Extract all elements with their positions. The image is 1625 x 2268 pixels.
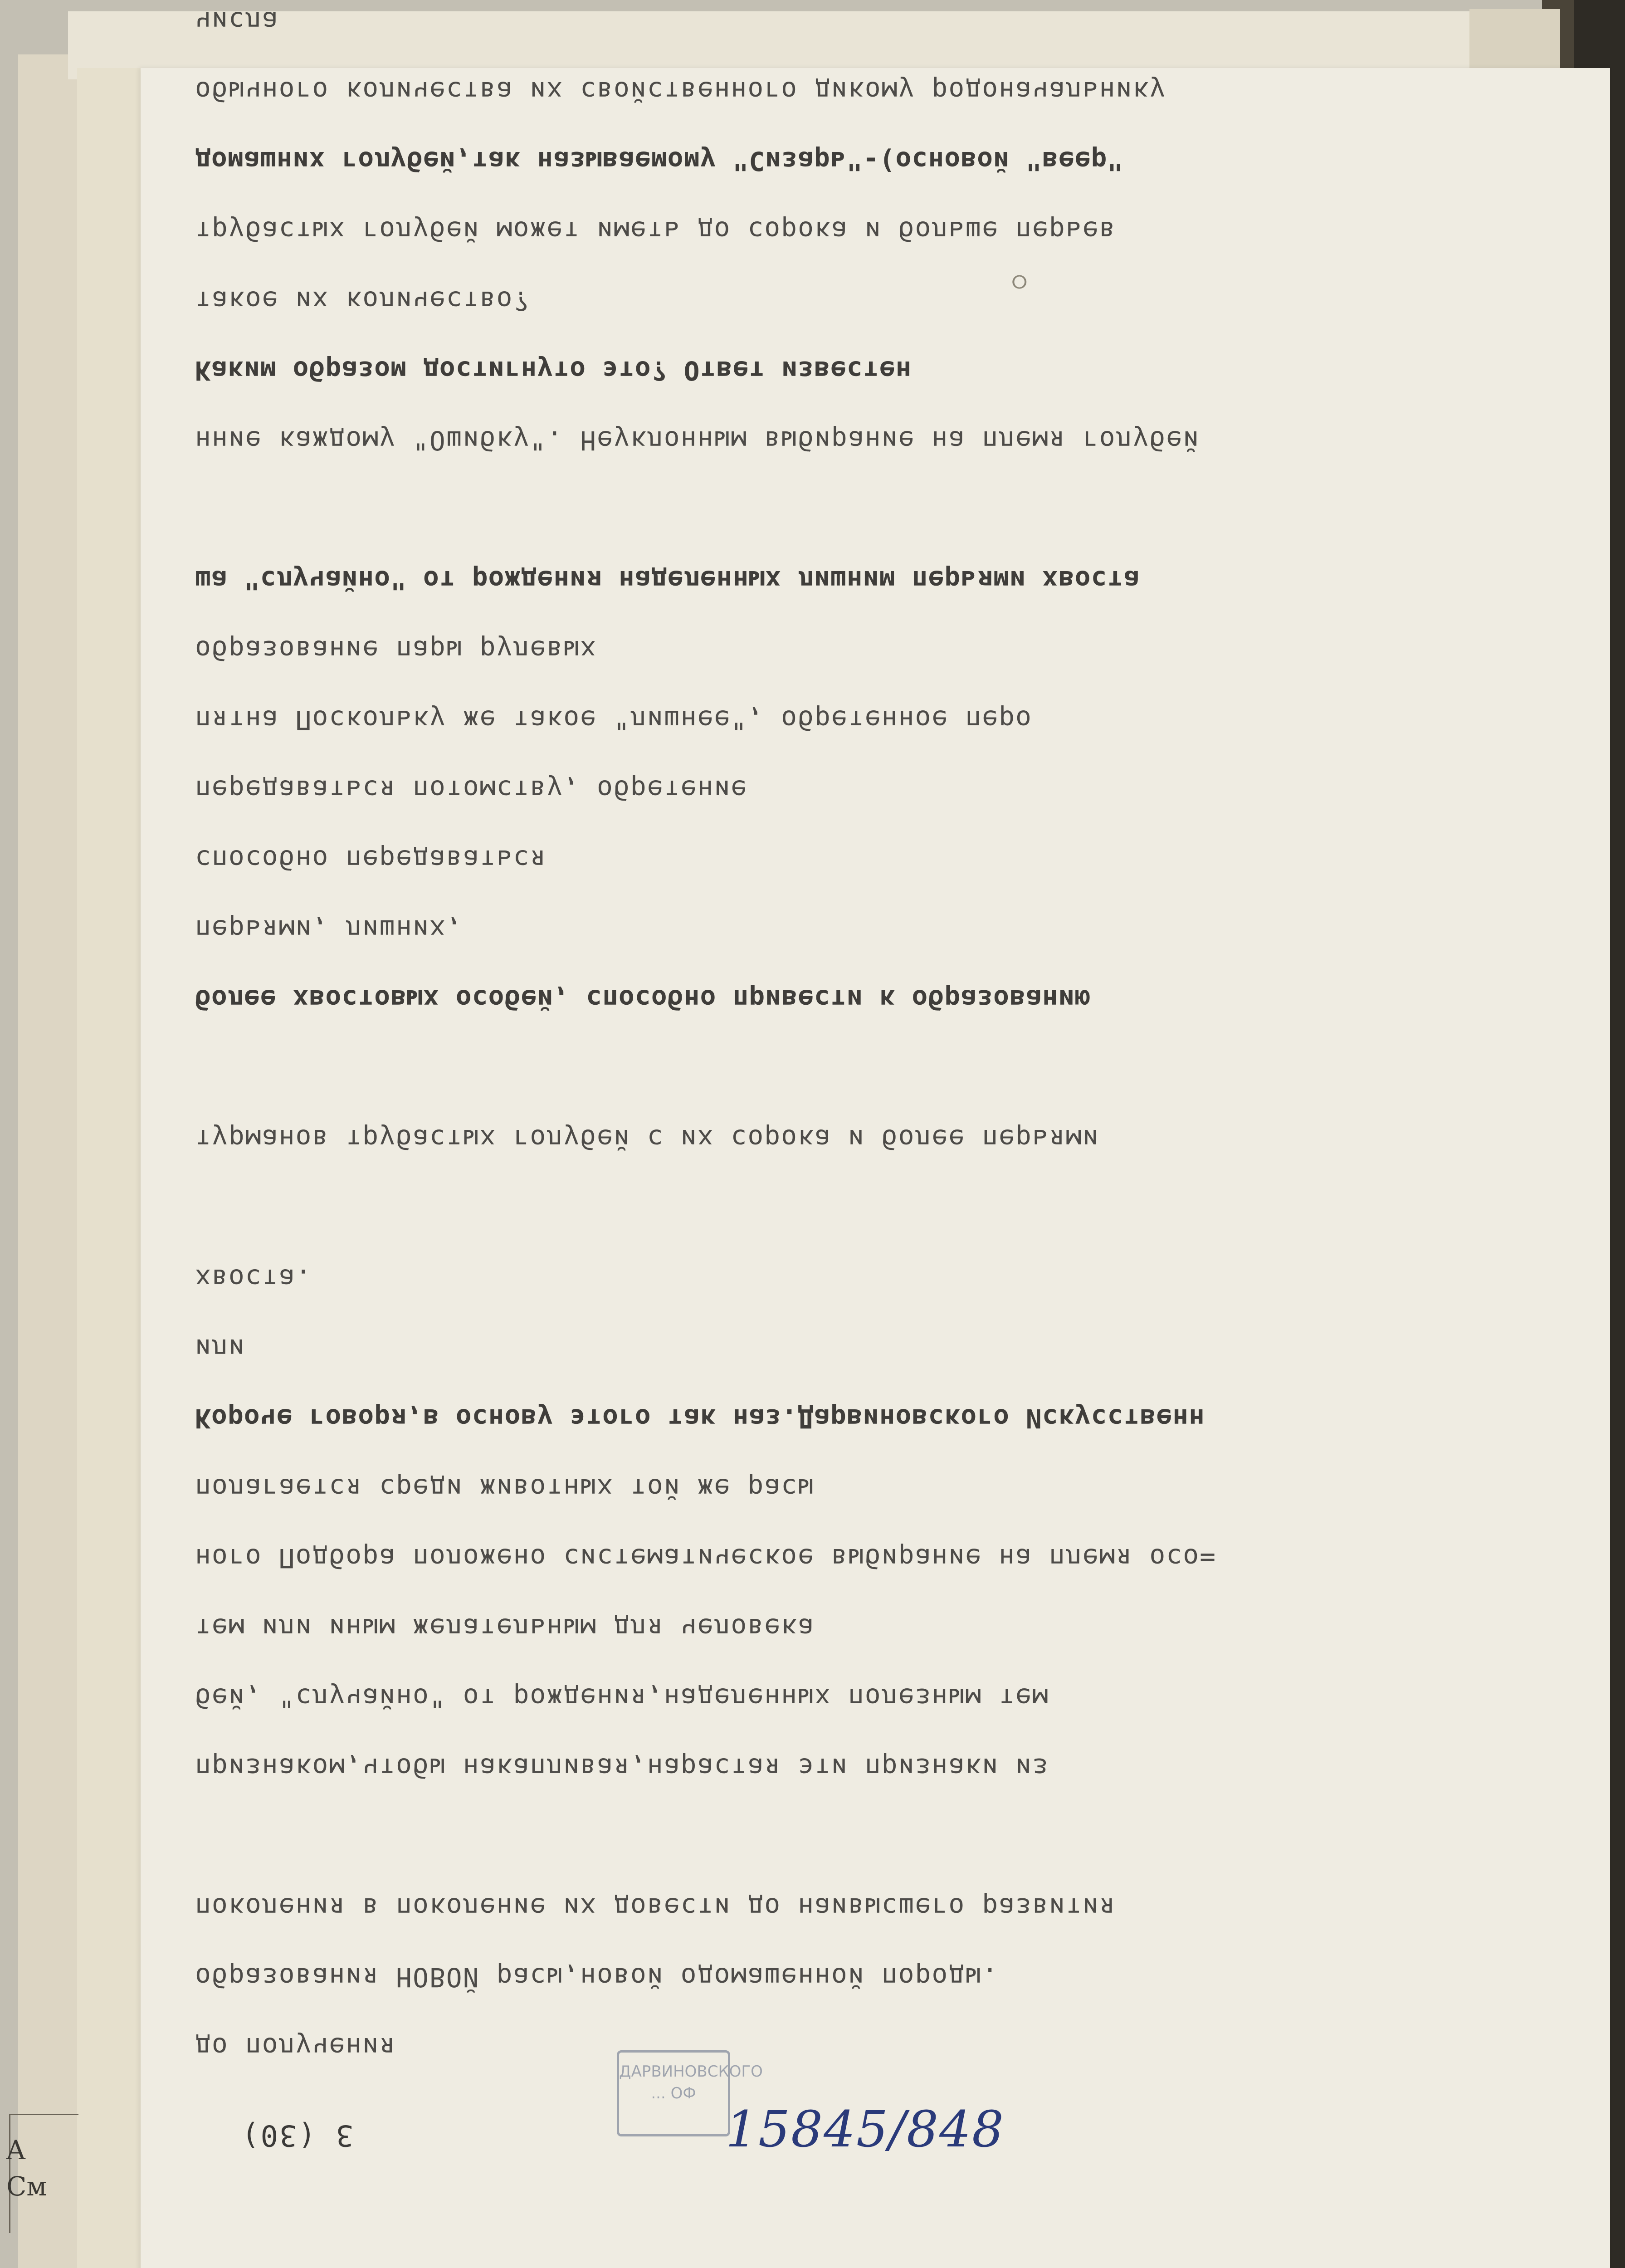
handwritten-number: 15845/848	[726, 2100, 1005, 2158]
paper-margin-strip	[77, 68, 150, 2268]
text-line: или	[195, 1333, 245, 1364]
text-line: способно передаваться	[195, 844, 547, 875]
edge-label: A См	[6, 2135, 47, 2202]
text-line: обычного количества их свойственного дикому родоначальнику	[195, 76, 1166, 107]
text-line: ша "случайно" от рождения наделенных лишним перьями хвоста	[195, 565, 1140, 596]
text-line: числа	[195, 6, 279, 37]
text-line	[195, 1034, 1556, 1104]
text-line: ного Подбора положено систематическое выбирание на племя осо=	[195, 1543, 1217, 1574]
text-line: полагается среди животных той же расы	[195, 1473, 815, 1504]
text-line: перьями, лишних,	[195, 914, 463, 945]
text-line: хвоста.	[195, 1263, 312, 1294]
document-page	[141, 6, 1610, 2268]
text-lines	[195, 0, 1556, 2082]
text-line: Каким образом достигнуто это? Ответ известен	[195, 355, 912, 386]
text-line: Короче говоря,в основу этого так наз.Дарвиновского Искусственн	[195, 1403, 1205, 1434]
text-line: образования НОВОЙ расы,новой одомашенной породы.	[195, 1962, 999, 1993]
text-line: тем или иным желательным для человека	[195, 1613, 815, 1643]
top-mark: ⵔ	[1011, 272, 1028, 293]
text-line	[195, 1803, 1556, 1872]
text-line: нние каждому "Ошибку". Неуклонным выбирание на племя голубей	[195, 425, 1200, 456]
text-line: до получения	[195, 2032, 396, 2063]
text-line: домашних голубей,так называемому "Сизарь"-(основой "веер"	[195, 146, 1124, 176]
text-line: более хвостовых особей, способно привести к образованию	[195, 984, 1091, 1015]
text-line: поколения в поколение их довести до наивысшего развития	[195, 1892, 1116, 1923]
text-line: признаком,чтобы накапливая,нарастая эти признаки из	[195, 1752, 1049, 1783]
mirrored-typewritten-text	[141, 6, 1610, 2268]
text-line: образование пары рулевых	[195, 635, 597, 665]
text-line: пятна Поскольку же такое "лишнее", обретенное перо	[195, 704, 1032, 735]
text-line: турманов трубастых голубей с их сорока и более перьями	[195, 1124, 1099, 1154]
text-line: такое их количество?	[195, 285, 530, 316]
page-label: 3 (30)	[240, 2118, 354, 2152]
text-line	[195, 1174, 1556, 1244]
text-line: бей, "случайно" от рождения,наделенных полезным тем	[195, 1682, 1049, 1713]
text-line	[195, 475, 1556, 545]
text-line: передаваться потомству, обретение	[195, 774, 748, 805]
text-line: трубастых голубей может иметь до сорока и больше перьев	[195, 215, 1116, 246]
archive-stamp: ДАРВИНОВСКОГО ... ОФ	[617, 2050, 730, 2136]
